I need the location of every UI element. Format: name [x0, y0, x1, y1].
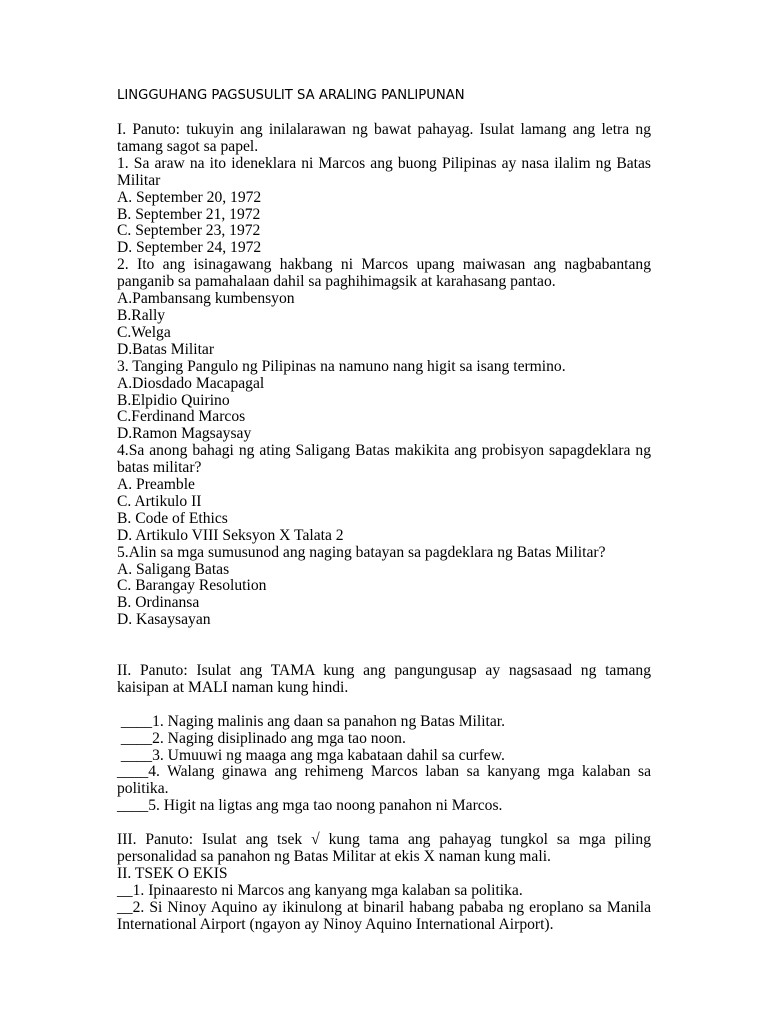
document-title: LINGGUHANG PAGSUSULIT SA ARALING PANLIPUNAN [117, 88, 465, 103]
question-3-choice-d: D.Ramon Magsaysay [117, 425, 252, 443]
question-5-choice-4: D. Kasaysayan [117, 611, 211, 629]
question-1-choice-c: C. September 23, 1972 [117, 222, 261, 240]
tama-mali-item-2: ____2. Naging disiplinado ang mga tao noon. [117, 729, 406, 747]
part2-instruction: II. Panuto: Isulat ang TAMA kung ang pangungusap ay nagsasaad ng tamang kaisipan at MALI naman kung hindi. [117, 661, 651, 696]
question-2-choice-b: B.Rally [117, 306, 166, 324]
question-3-choice-c: C.Ferdinand Marcos [117, 408, 246, 426]
question-5: 5.Alin sa mga sumusunod ang naging batayan sa pagdeklara ng Batas Militar? [117, 543, 606, 561]
tama-mali-item-3: ____3. Umuuwi ng maaga ang mga kabataan dahil sa curfew. [117, 746, 505, 764]
question-3: 3. Tanging Pangulo ng Pilipinas na namuno nang higit sa isang termino. [117, 357, 566, 375]
question-2-choice-d: D.Batas Militar [117, 340, 215, 358]
question-1-choice-b: B. September 21, 1972 [117, 205, 261, 223]
question-3-choice-b: B.Elpidio Quirino [117, 391, 230, 409]
tsek-ekis-item-1: __1. Ipinaaresto ni Marcos ang kanyang mga kalaban sa politika. [117, 881, 523, 899]
tama-mali-item-5: ____5. Higit na ligtas ang mga tao noong panahon ni Marcos. [117, 797, 503, 815]
question-1: 1. Sa araw na ito ideneklara ni Marcos ang buong Pilipinas ay nasa ilalim ng Batas Militar [117, 154, 651, 189]
part3-subtitle: II. TSEK O EKIS [117, 864, 228, 882]
question-5-choice-2: C. Barangay Resolution [117, 577, 267, 595]
question-2-choice-c: C.Welga [117, 323, 171, 341]
document-body [117, 122, 651, 933]
section-spacer [117, 697, 651, 714]
question-4-choice-3: B. Code of Ethics [117, 509, 228, 527]
question-4: 4.Sa anong bahagi ng ating Saligang Batas makikita ang probisyon sapagdeklara ng batas militar? [117, 442, 651, 477]
question-4-choice-1: A. Preamble [117, 476, 195, 494]
question-5-choice-3: B. Ordinansa [117, 594, 200, 612]
question-2: 2. Ito ang isinagawang hakbang ni Marcos upang maiwasan ang nagbabantang panganib sa pamahalaan dahil sa paghihimagsik at karahasang pantao. [117, 256, 651, 291]
question-3-choice-a: A.Diosdado Macapagal [117, 374, 265, 392]
question-2-choice-a: A.Pambansang kumbensyon [117, 290, 295, 308]
question-1-choice-d: D. September 24, 1972 [117, 239, 262, 257]
part1-instruction: I. Panuto: tukuyin ang inilalarawan ng bawat pahayag. Isulat lamang ang letra ng tamang sagot sa papel. [117, 121, 651, 155]
tsek-ekis-item-2: __2. Si Ninoy Aquino ay ikinulong at binaril habang pababa ng eroplano sa Manila International Airport (ngayon ay Ninoy Aquino International Airport). [117, 898, 651, 933]
tama-mali-item-1: ____1. Naging malinis ang daan sa panahon ng Batas Militar. [117, 712, 506, 730]
tama-mali-item-4: ____4. Walang ginawa ang rehimeng Marcos laban sa kanyang mga kalaban sa politika. [117, 763, 651, 798]
question-4-choice-2: C. Artikulo II [117, 492, 202, 510]
question-4-choice-4: D. Artikulo VIII Seksyon X Talata 2 [117, 526, 344, 544]
question-1-choice-a: A. September 20, 1972 [117, 188, 262, 206]
part3-instruction: III. Panuto: Isulat ang tsek √ kung tama ang pahayag tungkol sa mga piling personalidad sa panahon ng Batas Militar at ekis X naman kung mali. [117, 831, 651, 865]
section-spacer [117, 815, 651, 832]
section-spacer [117, 629, 651, 663]
question-5-choice-1: A. Saligang Batas [117, 560, 230, 578]
